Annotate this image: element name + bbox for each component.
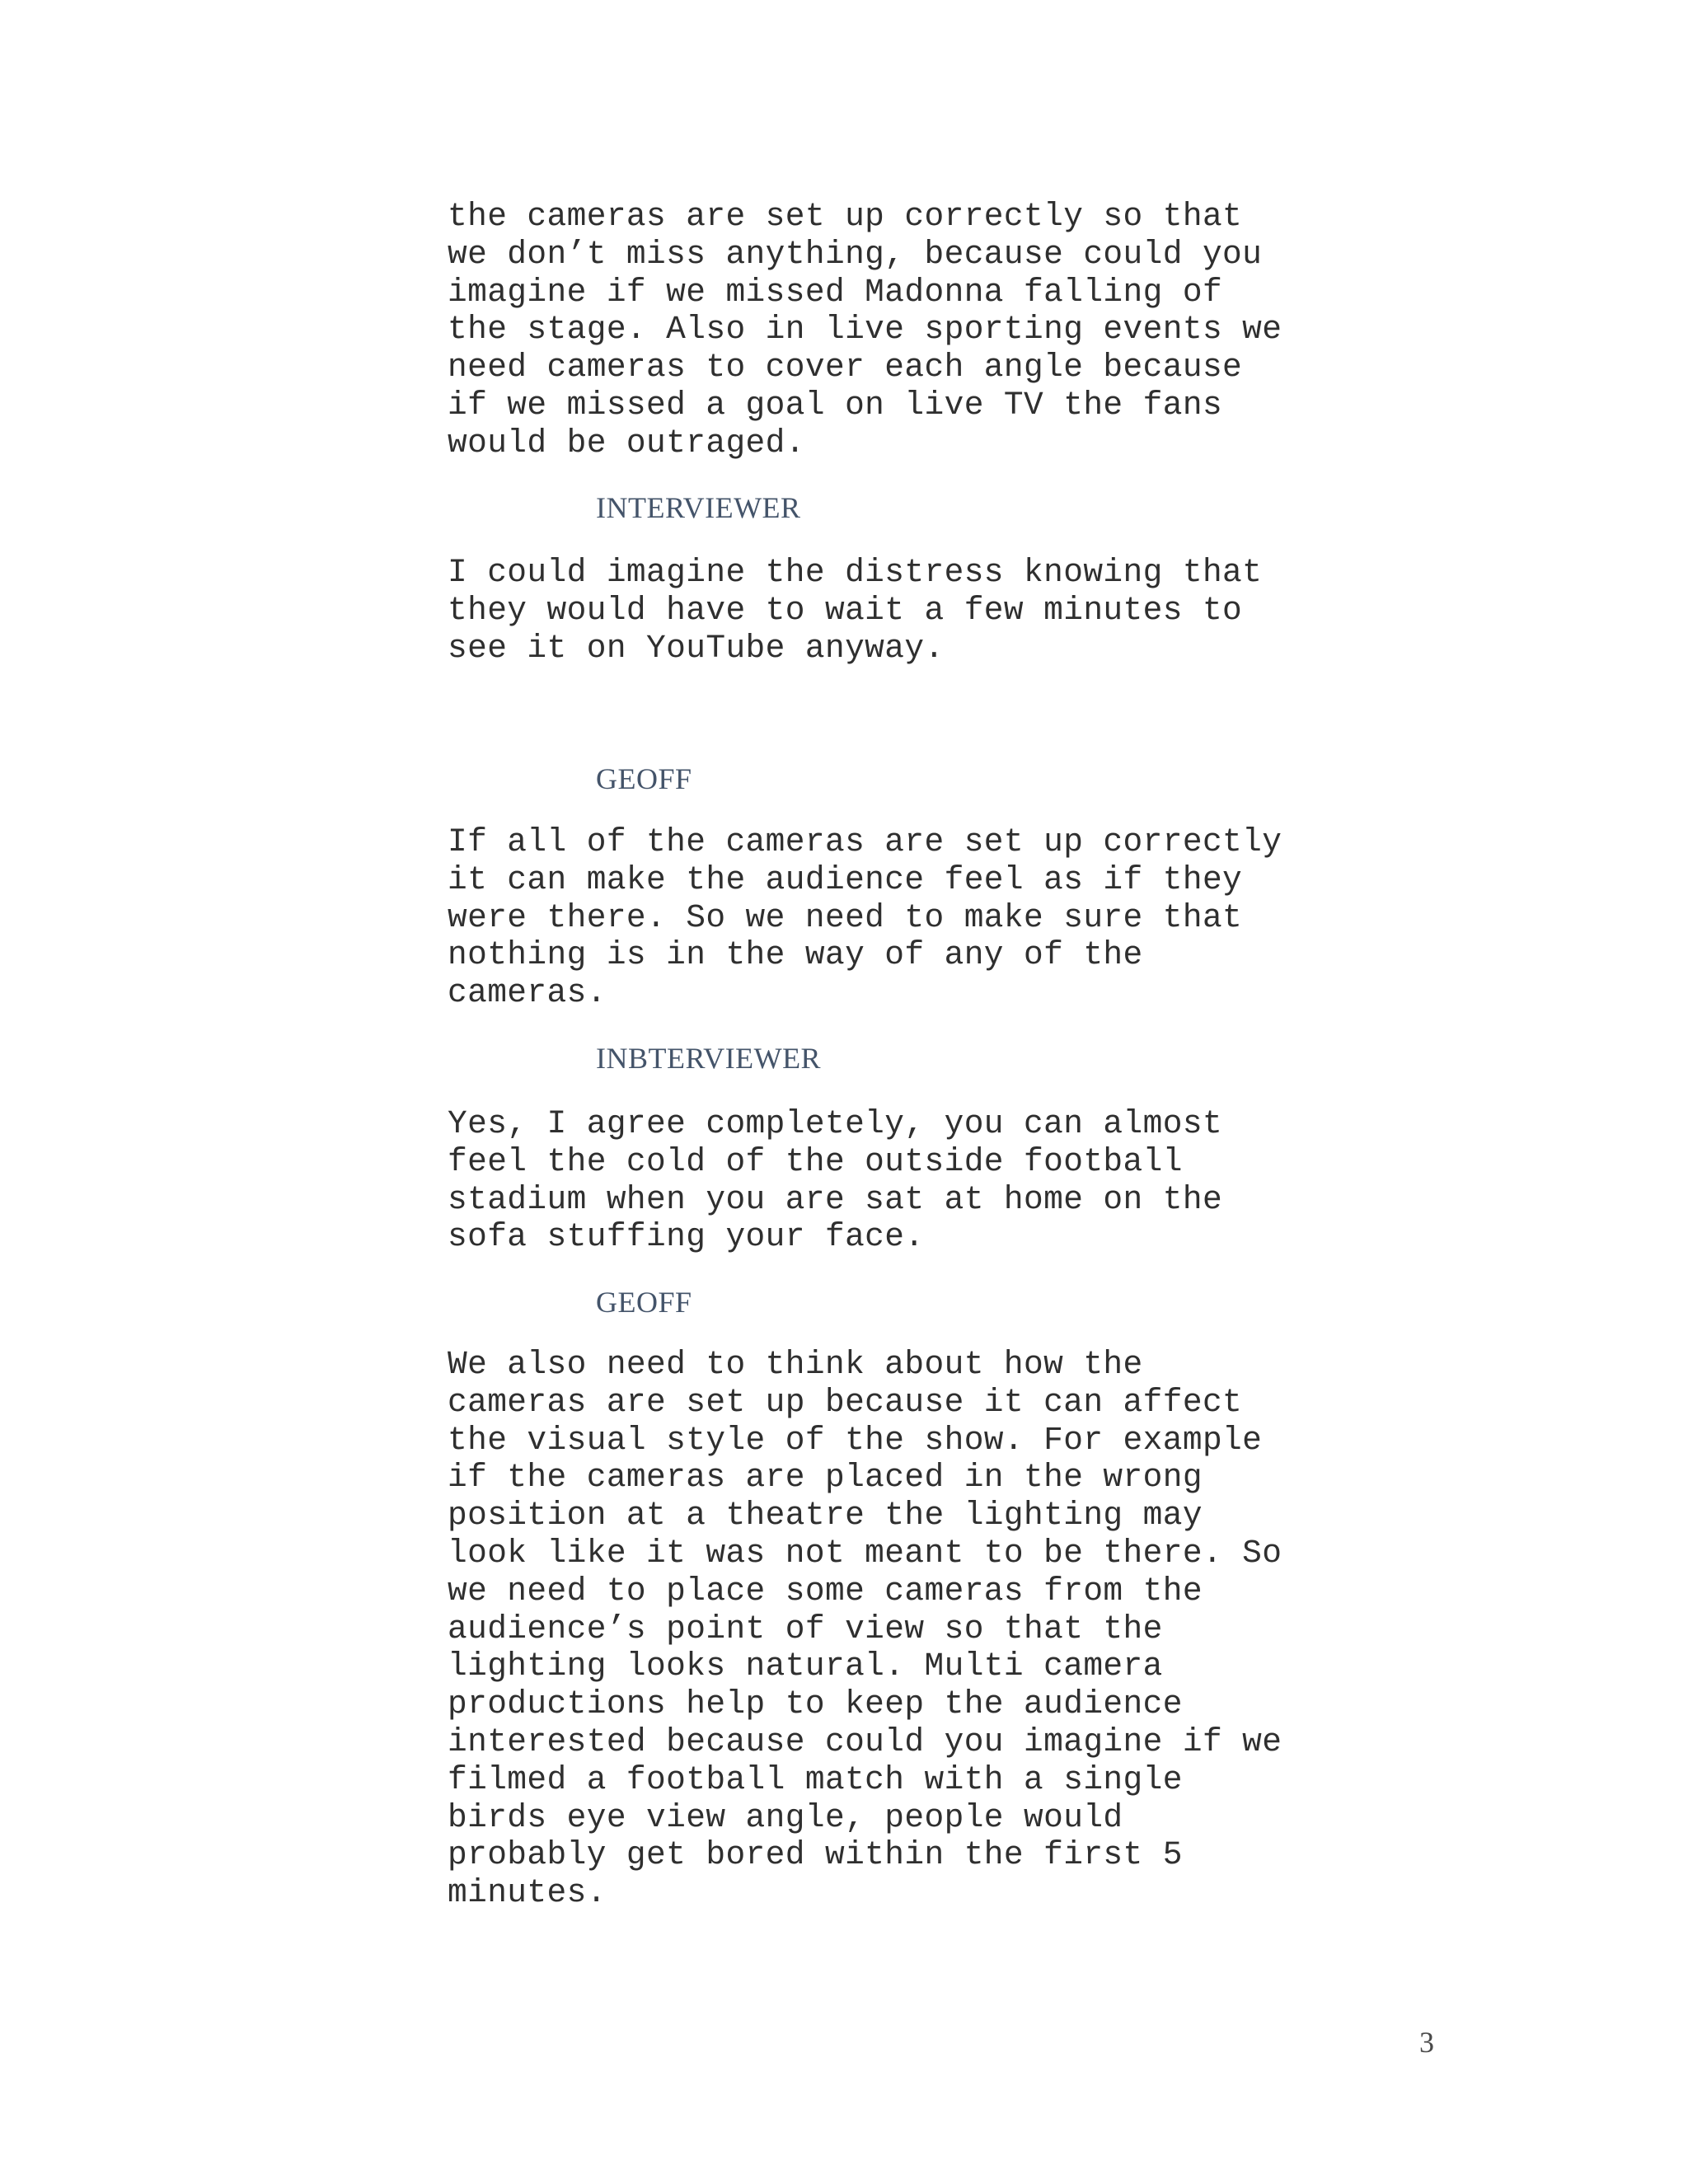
dialogue-block-4: Yes, I agree completely, you can almost feel the cold of the outside football stadium when you are sat at home on the sofa stuffing your face.	[448, 1105, 1223, 1256]
character-name-geoff-2: GEOFF	[596, 1286, 692, 1319]
dialogue-block-2: I could imagine the distress knowing that they would have to wait a few minutes to see it on YouTube anyway.	[448, 554, 1263, 667]
character-name-geoff: GEOFF	[596, 762, 692, 795]
dialogue-block-5: We also need to think about how the cameras are set up because it can affect the visual style of the show. For example if the cameras are placed in the wrong position at a theatre the lighting may look like it was not meant to be there. So we need to place some cameras from the audience’s point of view so that the lighting looks natural. Multi camera productions help to keep the audience interested because could you imagine if we filmed a football match with a single birds eye view angle, people would probably get bored within the first 5 minutes.	[448, 1346, 1282, 1912]
dialogue-block-1: the cameras are set up correctly so that we don’t miss anything, because could you imagine if we missed Madonna falling of the stage. Also in live sporting events we need cameras to cover each angle because if we missed a goal on live TV the fans would be outraged.	[448, 198, 1282, 462]
page-number: 3	[1419, 2026, 1434, 2059]
character-name-inbterviewer: INBTERVIEWER	[596, 1042, 822, 1075]
dialogue-block-3: If all of the cameras are set up correctly it can make the audience feel as if they were there. So we need to make sure that nothing is in the way of any of the cameras.	[448, 823, 1282, 1012]
character-name-interviewer: INTERVIEWER	[596, 491, 801, 524]
